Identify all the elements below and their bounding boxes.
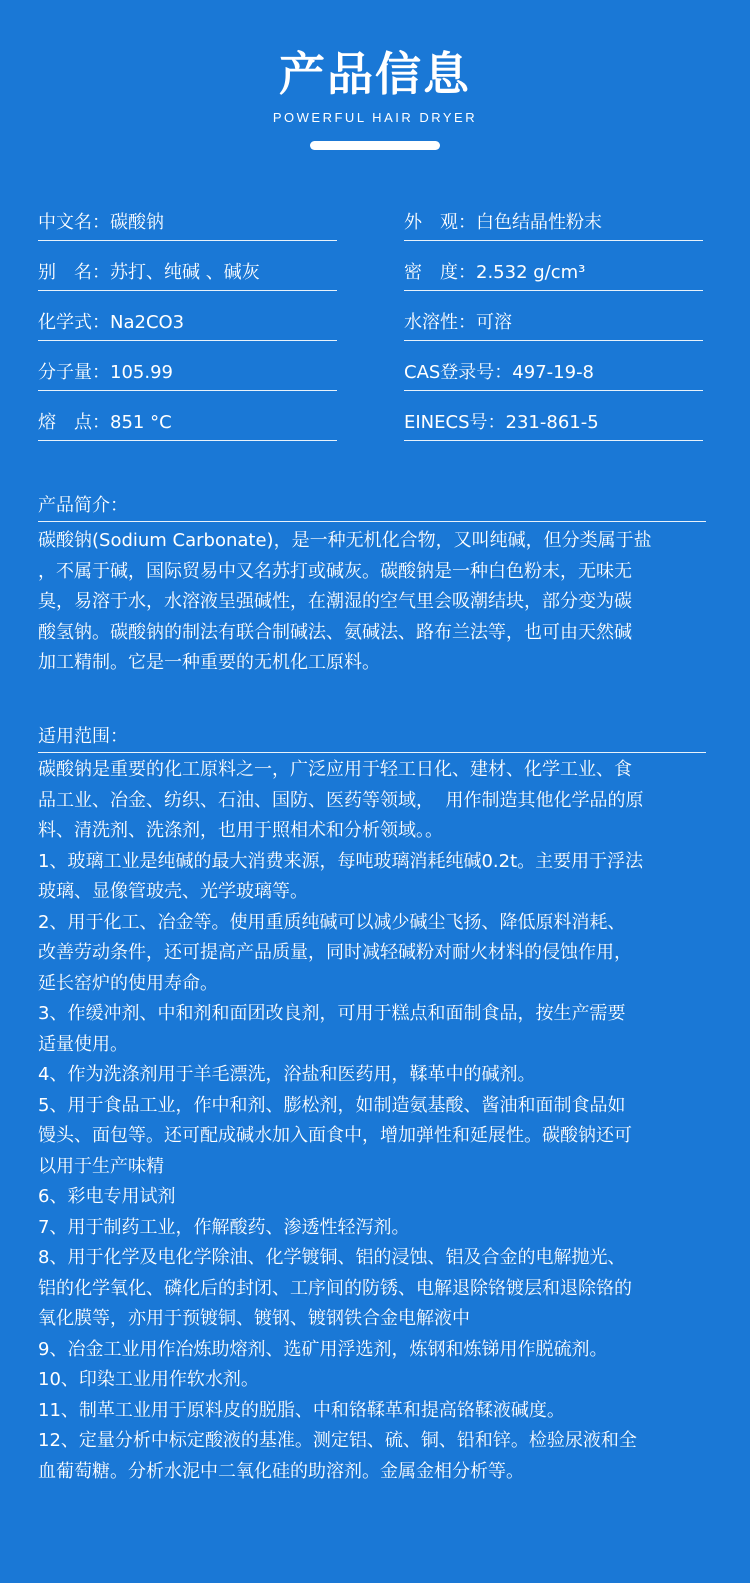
spec-row bbox=[38, 256, 708, 306]
spec-grid bbox=[38, 206, 708, 456]
usage-line: 9、冶金工业用作冶炼助熔剂、选矿用浮选剂，炼钢和炼锑用作脱硫剂。 bbox=[38, 1338, 608, 1360]
page-subtitle: POWERFUL HAIR DRYER bbox=[272, 110, 478, 125]
usage-line: 8、用于化学及电化学除油、化学镀铜、铝的浸蚀、铝及合金的电解抛光、 bbox=[38, 1247, 626, 1268]
usage-line: 铝的化学氧化、磷化后的封闭、工序间的防锈、电解退除铬镀层和退除铬的 bbox=[38, 1277, 632, 1299]
spec-molecular-weight: 分子量：105.99 bbox=[38, 356, 337, 391]
intro-heading: 产品简介： bbox=[38, 491, 706, 522]
spec-row bbox=[38, 406, 708, 456]
title-underline-bar bbox=[310, 141, 440, 150]
intro-body bbox=[38, 526, 706, 679]
usage-line: 品工业、冶金、纺织、石油、国防、医药等领域， 用作制造其他化学品的原 bbox=[38, 789, 644, 811]
spec-melting-point: 熔 点：851 °C bbox=[38, 406, 337, 441]
usage-section bbox=[38, 722, 706, 1487]
usage-heading: 适用范围： bbox=[38, 722, 706, 753]
spec-einecs-number: EINECS号：231-861-5 bbox=[404, 406, 703, 441]
spec-row bbox=[38, 356, 708, 406]
header bbox=[0, 44, 750, 150]
usage-line: 氧化膜等，亦用于预镀铜、镀钢、镀钢铁合金电解液中 bbox=[38, 1308, 470, 1329]
usage-body bbox=[38, 755, 706, 1487]
usage-line: 4、作为洗涤剂用于羊毛漂洗，浴盐和医药用，鞣革中的碱剂。 bbox=[38, 1064, 536, 1085]
spec-cas-number: CAS登录号：497-19-8 bbox=[404, 356, 703, 391]
usage-line: 3、作缓冲剂、中和剂和面团改良剂，可用于糕点和面制食品，按生产需要 bbox=[38, 1003, 626, 1024]
spec-density: 密 度：2.532 g/cm³ bbox=[404, 256, 703, 291]
spec-row bbox=[38, 206, 708, 256]
usage-line: 料、清洗剂、洗涤剂，也用于照相术和分析领域。。 bbox=[38, 820, 443, 841]
usage-line: 12、定量分析中标定酸液的基准。测定铝、硫、铜、铅和锌。检验尿液和全 bbox=[38, 1430, 637, 1451]
intro-line: ，不属于碱，国际贸易中又名苏打或碱灰。碳酸钠是一种白色粉末，无味无 bbox=[38, 560, 632, 582]
usage-line: 11、制革工业用于原料皮的脱脂、中和铬鞣革和提高铬鞣液碱度。 bbox=[38, 1399, 565, 1421]
spec-solubility: 水溶性：可溶 bbox=[404, 306, 703, 341]
usage-line: 1、玻璃工业是纯碱的最大消费来源，每吨玻璃消耗纯碱0.2t。主要用于浮法 bbox=[38, 850, 644, 872]
spec-chinese-name: 中文名：碳酸钠 bbox=[38, 206, 337, 241]
intro-section bbox=[38, 491, 706, 679]
page-title: 产品信息 bbox=[279, 47, 471, 101]
usage-line: 7、用于制药工业，作解酸药、渗透性轻泻剂。 bbox=[38, 1216, 410, 1238]
usage-line: 玻璃、显像管玻壳、光学玻璃等。 bbox=[38, 881, 308, 902]
intro-line: 碳酸钠(Sodium Carbonate)，是一种无机化合物，又叫纯碱，但分类属于盐 bbox=[38, 530, 652, 551]
spec-row bbox=[38, 306, 708, 356]
intro-line: 加工精制。它是一种重要的无机化工原料。 bbox=[38, 652, 380, 673]
usage-line: 10、印染工业用作软水剂。 bbox=[38, 1369, 259, 1390]
usage-line: 延长窑炉的使用寿命。 bbox=[38, 972, 218, 994]
usage-line: 碳酸钠是重要的化工原料之一，广泛应用于轻工日化、建材、化学工业、食 bbox=[38, 759, 632, 780]
spec-formula: 化学式：Na2CO3 bbox=[38, 306, 337, 341]
usage-line: 适量使用。 bbox=[38, 1033, 128, 1055]
usage-line: 2、用于化工、冶金等。使用重质纯碱可以减少碱尘飞扬、降低原料消耗、 bbox=[38, 911, 626, 933]
usage-line: 以用于生产味精 bbox=[38, 1155, 164, 1177]
spec-appearance: 外 观：白色结晶性粉末 bbox=[404, 206, 703, 241]
usage-line: 血葡萄糖。分析水泥中二氧化硅的助溶剂。金属金相分析等。 bbox=[38, 1460, 524, 1482]
usage-line: 6、彩电专用试剂 bbox=[38, 1186, 176, 1207]
usage-line: 馒头、面包等。还可配成碱水加入面食中，增加弹性和延展性。碳酸钠还可 bbox=[38, 1125, 632, 1146]
usage-line: 改善劳动条件，还可提高产品质量，同时减轻碱粉对耐火材料的侵蚀作用， bbox=[38, 942, 632, 963]
intro-line: 臭，易溶于水，水溶液呈强碱性，在潮湿的空气里会吸潮结块，部分变为碳 bbox=[38, 591, 632, 612]
intro-line: 酸氢钠。碳酸钠的制法有联合制碱法、氨碱法、路布兰法等，也可由天然碱 bbox=[38, 621, 632, 643]
spec-alias: 别 名：苏打、纯碱 、碱灰 bbox=[38, 256, 337, 291]
usage-line: 5、用于食品工业，作中和剂、膨松剂，如制造氨基酸、酱油和面制食品如 bbox=[38, 1094, 626, 1116]
